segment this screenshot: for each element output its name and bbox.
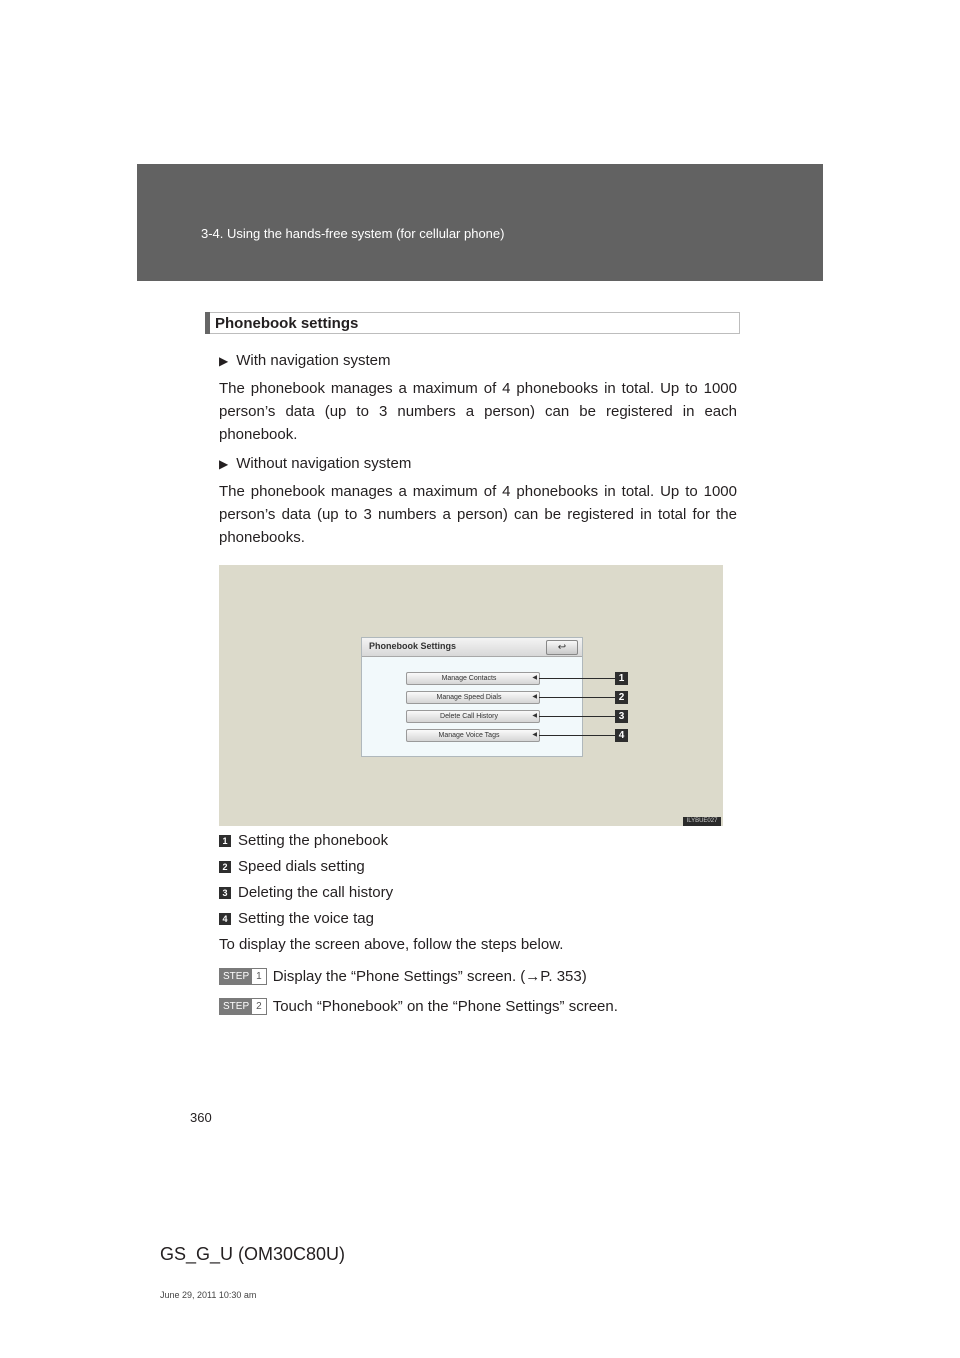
dialog-title: Phonebook Settings (369, 641, 457, 651)
step-badge (219, 968, 267, 985)
manage-contacts-button[interactable] (406, 672, 540, 685)
arrow-left-icon: ◀ (532, 694, 537, 700)
step-badge (219, 998, 267, 1015)
section-title: Phonebook settings (215, 315, 359, 332)
leader-line (539, 735, 615, 736)
legend-number: 2 (219, 861, 231, 873)
with-nav-label: With navigation system (236, 352, 391, 369)
header-band (137, 164, 823, 281)
screen-illustration (219, 565, 723, 826)
callout-1: 1 (615, 672, 628, 685)
leader-line (539, 697, 615, 698)
callout-4: 4 (615, 729, 628, 742)
page-number: 360 (190, 1110, 212, 1125)
dialog-titlebar (362, 638, 582, 657)
button-label: Delete Call History (440, 713, 498, 720)
legend-item (219, 884, 393, 901)
delete-call-history-button[interactable] (406, 710, 540, 723)
legend-item (219, 910, 374, 927)
image-code: ILYBUE027 (683, 817, 721, 826)
instruction-text: To display the screen above, follow the steps below. (219, 936, 564, 953)
button-label: Manage Contacts (441, 675, 497, 682)
legend-number: 1 (219, 835, 231, 847)
without-nav-label-line (219, 455, 411, 472)
step-2 (219, 998, 618, 1015)
legend-item (219, 858, 365, 875)
step-number: 2 (252, 999, 266, 1014)
manage-voice-tags-button[interactable] (406, 729, 540, 742)
step-text: Display the “Phone Settings” screen. (→P. 353) (272, 968, 587, 985)
button-label: Manage Voice Tags (438, 732, 500, 739)
arrow-left-icon: ◀ (532, 732, 537, 738)
without-nav-label: Without navigation system (236, 455, 412, 472)
step-text: Touch “Phonebook” on the “Phone Settings” screen. (272, 998, 618, 1015)
document-date: June 29, 2011 10:30 am (160, 1290, 257, 1300)
breadcrumb: 3-4. Using the hands-free system (for cellular phone) (201, 226, 505, 241)
step-number: 1 (252, 969, 266, 984)
legend-item (219, 832, 388, 849)
arrow-left-icon: ◀ (532, 713, 537, 719)
with-nav-paragraph: The phonebook manages a maximum of 4 phonebooks in total. Up to 1000 person’s data (up to 3 numbers a person) can be registered in each phonebook. (219, 380, 737, 443)
legend-text: Setting the voice tag (238, 910, 374, 927)
leader-line (539, 716, 615, 717)
without-nav-paragraph: The phonebook manages a maximum of 4 phonebooks in total. Up to 1000 person’s data (up to 3 numbers a person) can be registered in total for the phonebooks. (219, 483, 737, 546)
section-accent (205, 312, 210, 334)
callout-2: 2 (615, 691, 628, 704)
legend-text: Setting the phonebook (238, 832, 389, 849)
document-code: GS_G_U (OM30C80U) (160, 1244, 346, 1264)
button-label: Manage Speed Dials (436, 694, 502, 701)
legend-text: Speed dials setting (238, 858, 365, 875)
section-heading (205, 312, 740, 334)
callout-3: 3 (615, 710, 628, 723)
legend-text: Deleting the call history (238, 884, 394, 901)
leader-line (539, 678, 615, 679)
step-1 (219, 968, 587, 985)
arrow-left-icon: ◀ (532, 675, 537, 681)
triangle-bullet-icon: ▶ (219, 456, 229, 471)
with-nav-label-line (219, 352, 390, 369)
step-word: STEP (220, 999, 252, 1014)
back-arrow-icon: ↩ (557, 642, 567, 653)
back-button[interactable] (546, 640, 578, 655)
step-word: STEP (220, 969, 252, 984)
manage-speed-dials-button[interactable] (406, 691, 540, 704)
triangle-bullet-icon: ▶ (219, 353, 229, 368)
legend-number: 4 (219, 913, 231, 925)
legend-number: 3 (219, 887, 231, 899)
